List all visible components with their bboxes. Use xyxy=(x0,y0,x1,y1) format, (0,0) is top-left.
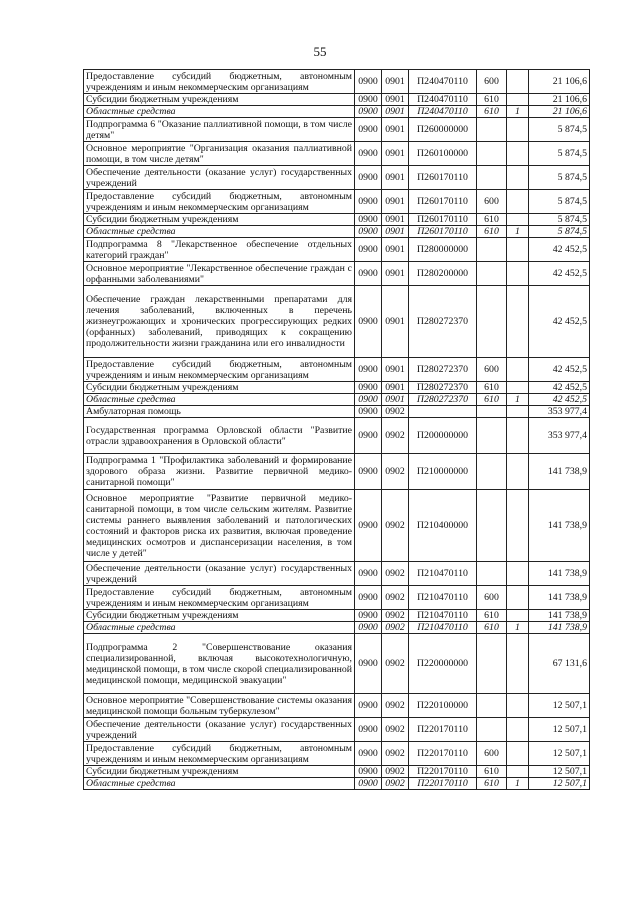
table-row xyxy=(84,406,590,418)
funding-source-code xyxy=(507,406,529,418)
table-row xyxy=(84,742,590,766)
target-article-code: П260000000 xyxy=(409,118,477,142)
expense-type-code: 610 xyxy=(477,622,507,634)
ministry-code: 0900 xyxy=(355,286,382,358)
section-code: 0902 xyxy=(382,718,409,742)
section-code: 0902 xyxy=(382,622,409,634)
expense-type-code xyxy=(477,634,507,694)
amount: 21 106,6 xyxy=(529,106,590,118)
section-code: 0901 xyxy=(382,358,409,382)
page-number: 55 xyxy=(313,44,327,59)
funding-source-code: 1 xyxy=(507,394,529,406)
expense-type-code: 600 xyxy=(477,586,507,610)
ministry-code: 0900 xyxy=(355,718,382,742)
amount: 353 977,4 xyxy=(529,418,590,454)
amount: 141 738,9 xyxy=(529,454,590,490)
amount: 5 874,5 xyxy=(529,166,590,190)
row-name: Подпрограмма 1 "Профилактика заболеваний и формирование здорового образа жизни. Развитие первичной медико-санитарной помощи" xyxy=(84,454,355,490)
expense-type-code xyxy=(477,718,507,742)
amount: 42 452,5 xyxy=(529,286,590,358)
expense-type-code: 610 xyxy=(477,94,507,106)
ministry-code: 0900 xyxy=(355,382,382,394)
section-code: 0902 xyxy=(382,418,409,454)
expense-type-code: 610 xyxy=(477,106,507,118)
ministry-code: 0900 xyxy=(355,586,382,610)
section-code: 0902 xyxy=(382,562,409,586)
ministry-code: 0900 xyxy=(355,118,382,142)
target-article-code: П210470110 xyxy=(409,622,477,634)
row-name: Субсидии бюджетным учреждениям xyxy=(84,214,355,226)
ministry-code: 0900 xyxy=(355,562,382,586)
table-row xyxy=(84,286,590,358)
target-article-code: П260170110 xyxy=(409,226,477,238)
expense-type-code xyxy=(477,418,507,454)
ministry-code: 0900 xyxy=(355,454,382,490)
section-code: 0902 xyxy=(382,766,409,778)
section-code: 0902 xyxy=(382,406,409,418)
table-row xyxy=(84,766,590,778)
row-name: Областные средства xyxy=(84,106,355,118)
row-name: Предоставление субсидий бюджетным, автономным учреждениям и иным некоммерческим организациям xyxy=(84,742,355,766)
funding-source-code xyxy=(507,562,529,586)
table-row xyxy=(84,394,590,406)
row-name: Подпрограмма 6 "Оказание паллиативной помощи, в том числе детям" xyxy=(84,118,355,142)
amount: 21 106,6 xyxy=(529,94,590,106)
section-code: 0901 xyxy=(382,142,409,166)
amount: 12 507,1 xyxy=(529,766,590,778)
ministry-code: 0900 xyxy=(355,418,382,454)
row-name: Обеспечение деятельности (оказание услуг) государственных учреждений xyxy=(84,718,355,742)
ministry-code: 0900 xyxy=(355,634,382,694)
row-name: Основное мероприятие "Организация оказания паллиативной помощи, в том числе детям" xyxy=(84,142,355,166)
ministry-code: 0900 xyxy=(355,106,382,118)
funding-source-code xyxy=(507,742,529,766)
funding-source-code xyxy=(507,490,529,562)
funding-source-code: 1 xyxy=(507,106,529,118)
funding-source-code xyxy=(507,382,529,394)
table-row xyxy=(84,166,590,190)
amount: 67 131,6 xyxy=(529,634,590,694)
funding-source-code: 1 xyxy=(507,226,529,238)
section-code: 0901 xyxy=(382,94,409,106)
row-name: Предоставление субсидий бюджетным, автономным учреждениям и иным некоммерческим организациям xyxy=(84,586,355,610)
funding-source-code xyxy=(507,718,529,742)
section-code: 0902 xyxy=(382,610,409,622)
target-article-code: П210470110 xyxy=(409,610,477,622)
target-article-code: П240470110 xyxy=(409,94,477,106)
section-code: 0902 xyxy=(382,490,409,562)
row-name: Основное мероприятие "Лекарственное обеспечение граждан с орфанными заболеваниями" xyxy=(84,262,355,286)
row-name: Обеспечение деятельности (оказание услуг) государственных учреждений xyxy=(84,562,355,586)
funding-source-code xyxy=(507,118,529,142)
section-code: 0901 xyxy=(382,166,409,190)
ministry-code: 0900 xyxy=(355,394,382,406)
amount: 42 452,5 xyxy=(529,358,590,382)
table-row xyxy=(84,586,590,610)
row-name: Амбулаторная помощь xyxy=(84,406,355,418)
expense-type-code: 610 xyxy=(477,226,507,238)
row-name: Предоставление субсидий бюджетным, автономным учреждениям и иным некоммерческим организациям xyxy=(84,70,355,94)
ministry-code: 0900 xyxy=(355,490,382,562)
target-article-code: П210470110 xyxy=(409,562,477,586)
ministry-code: 0900 xyxy=(355,142,382,166)
section-code: 0901 xyxy=(382,190,409,214)
expense-type-code xyxy=(477,238,507,262)
target-article-code: П210470110 xyxy=(409,586,477,610)
table-row xyxy=(84,634,590,694)
row-name: Обеспечение граждан лекарственными препаратами для лечения заболеваний, включенных в перечень жизнеугрожающих и хронических прогрессирующих редких (орфанных) заболеваний, приводящих к сокращению продолжительности жизни гражданина или его инвалидности xyxy=(84,286,355,358)
amount: 141 738,9 xyxy=(529,610,590,622)
expense-type-code xyxy=(477,490,507,562)
table-row xyxy=(84,778,590,790)
target-article-code: П210400000 xyxy=(409,490,477,562)
funding-source-code xyxy=(507,238,529,262)
table-row xyxy=(84,610,590,622)
ministry-code: 0900 xyxy=(355,214,382,226)
row-name: Государственная программа Орловской области "Развитие отрасли здравоохранения в Орловской области" xyxy=(84,418,355,454)
target-article-code: П280272370 xyxy=(409,382,477,394)
expense-type-code: 600 xyxy=(477,742,507,766)
target-article-code: П280000000 xyxy=(409,238,477,262)
funding-source-code xyxy=(507,70,529,94)
section-code: 0901 xyxy=(382,226,409,238)
target-article-code: П280200000 xyxy=(409,262,477,286)
amount: 141 738,9 xyxy=(529,586,590,610)
funding-source-code xyxy=(507,214,529,226)
expense-type-code xyxy=(477,262,507,286)
table-row xyxy=(84,118,590,142)
funding-source-code xyxy=(507,286,529,358)
funding-source-code xyxy=(507,262,529,286)
target-article-code: П200000000 xyxy=(409,418,477,454)
section-code: 0901 xyxy=(382,382,409,394)
amount: 5 874,5 xyxy=(529,226,590,238)
ministry-code: 0900 xyxy=(355,238,382,262)
funding-source-code xyxy=(507,142,529,166)
section-code: 0901 xyxy=(382,70,409,94)
ministry-code: 0900 xyxy=(355,262,382,286)
expense-type-code: 610 xyxy=(477,382,507,394)
section-code: 0901 xyxy=(382,394,409,406)
amount: 42 452,5 xyxy=(529,262,590,286)
row-name: Субсидии бюджетным учреждениям xyxy=(84,382,355,394)
funding-source-code: 1 xyxy=(507,778,529,790)
table-row xyxy=(84,562,590,586)
table-row xyxy=(84,106,590,118)
table-row xyxy=(84,190,590,214)
amount: 42 452,5 xyxy=(529,394,590,406)
row-name: Подпрограмма 8 "Лекарственное обеспечение отдельных категорий граждан" xyxy=(84,238,355,262)
expense-type-code: 610 xyxy=(477,394,507,406)
funding-source-code xyxy=(507,418,529,454)
table-row xyxy=(84,94,590,106)
row-name: Субсидии бюджетным учреждениям xyxy=(84,94,355,106)
section-code: 0902 xyxy=(382,694,409,718)
row-name: Основное мероприятие "Развитие первичной медико-санитарной помощи, в том числе сельским жителям. Развитие системы раннего выявления заболеваний и патологических состояний и факторов риска их развития, включая проведение медицинских осмотров и диспансеризации населения, в том числе у детей" xyxy=(84,490,355,562)
row-name: Областные средства xyxy=(84,226,355,238)
row-name: Субсидии бюджетным учреждениям xyxy=(84,610,355,622)
table-row xyxy=(84,226,590,238)
target-article-code: П220170110 xyxy=(409,778,477,790)
section-code: 0902 xyxy=(382,778,409,790)
section-code: 0902 xyxy=(382,586,409,610)
funding-source-code xyxy=(507,358,529,382)
table-row xyxy=(84,238,590,262)
expense-type-code xyxy=(477,454,507,490)
row-name: Обеспечение деятельности (оказание услуг) государственных учреждений xyxy=(84,166,355,190)
row-name: Областные средства xyxy=(84,778,355,790)
amount: 12 507,1 xyxy=(529,694,590,718)
target-article-code: П260170110 xyxy=(409,214,477,226)
amount: 141 738,9 xyxy=(529,622,590,634)
ministry-code: 0900 xyxy=(355,94,382,106)
amount: 42 452,5 xyxy=(529,382,590,394)
funding-source-code: 1 xyxy=(507,622,529,634)
section-code: 0901 xyxy=(382,262,409,286)
expense-type-code: 610 xyxy=(477,214,507,226)
section-code: 0901 xyxy=(382,106,409,118)
target-article-code: П220170110 xyxy=(409,766,477,778)
budget-table xyxy=(83,69,590,790)
target-article-code: П280272370 xyxy=(409,286,477,358)
target-article-code: П280272370 xyxy=(409,394,477,406)
ministry-code: 0900 xyxy=(355,778,382,790)
funding-source-code xyxy=(507,634,529,694)
row-name: Предоставление субсидий бюджетным, автономным учреждениям и иным некоммерческим организациям xyxy=(84,358,355,382)
table-row xyxy=(84,418,590,454)
row-name: Областные средства xyxy=(84,394,355,406)
budget-rows xyxy=(84,70,590,790)
funding-source-code xyxy=(507,190,529,214)
expense-type-code xyxy=(477,406,507,418)
expense-type-code xyxy=(477,286,507,358)
target-article-code: П240470110 xyxy=(409,70,477,94)
expense-type-code: 610 xyxy=(477,766,507,778)
target-article-code: П260170110 xyxy=(409,190,477,214)
expense-type-code xyxy=(477,562,507,586)
funding-source-code xyxy=(507,454,529,490)
ministry-code: 0900 xyxy=(355,622,382,634)
funding-source-code xyxy=(507,766,529,778)
target-article-code xyxy=(409,406,477,418)
ministry-code: 0900 xyxy=(355,226,382,238)
table-row xyxy=(84,694,590,718)
expense-type-code xyxy=(477,142,507,166)
ministry-code: 0900 xyxy=(355,166,382,190)
target-article-code: П210000000 xyxy=(409,454,477,490)
funding-source-code xyxy=(507,94,529,106)
table-row xyxy=(84,70,590,94)
amount: 12 507,1 xyxy=(529,718,590,742)
table-row xyxy=(84,142,590,166)
target-article-code: П240470110 xyxy=(409,106,477,118)
expense-type-code: 610 xyxy=(477,610,507,622)
ministry-code: 0900 xyxy=(355,406,382,418)
ministry-code: 0900 xyxy=(355,190,382,214)
expense-type-code: 600 xyxy=(477,190,507,214)
amount: 141 738,9 xyxy=(529,490,590,562)
amount: 353 977,4 xyxy=(529,406,590,418)
expense-type-code xyxy=(477,118,507,142)
row-name: Предоставление субсидий бюджетным, автономным учреждениям и иным некоммерческим организациям xyxy=(84,190,355,214)
target-article-code: П220170110 xyxy=(409,718,477,742)
funding-source-code xyxy=(507,610,529,622)
expense-type-code: 600 xyxy=(477,358,507,382)
ministry-code: 0900 xyxy=(355,358,382,382)
table-row xyxy=(84,382,590,394)
target-article-code: П220100000 xyxy=(409,694,477,718)
section-code: 0901 xyxy=(382,118,409,142)
ministry-code: 0900 xyxy=(355,766,382,778)
row-name: Подпрограмма 2 "Совершенствование оказания специализированной, включая высокотехнологичную, медицинской помощи, в том числе скорой специализированной медицинской помощи, медицинской эвакуации" xyxy=(84,634,355,694)
expense-type-code xyxy=(477,166,507,190)
amount: 5 874,5 xyxy=(529,190,590,214)
amount: 12 507,1 xyxy=(529,742,590,766)
amount: 141 738,9 xyxy=(529,562,590,586)
ministry-code: 0900 xyxy=(355,742,382,766)
ministry-code: 0900 xyxy=(355,610,382,622)
table-row xyxy=(84,622,590,634)
row-name: Субсидии бюджетным учреждениям xyxy=(84,766,355,778)
amount: 5 874,5 xyxy=(529,214,590,226)
target-article-code: П260100000 xyxy=(409,142,477,166)
funding-source-code xyxy=(507,694,529,718)
expense-type-code: 610 xyxy=(477,778,507,790)
target-article-code: П220170110 xyxy=(409,742,477,766)
expense-type-code xyxy=(477,694,507,718)
table-row xyxy=(84,358,590,382)
amount: 5 874,5 xyxy=(529,118,590,142)
amount: 42 452,5 xyxy=(529,238,590,262)
section-code: 0902 xyxy=(382,454,409,490)
table-row xyxy=(84,718,590,742)
expense-type-code: 600 xyxy=(477,70,507,94)
table-row xyxy=(84,454,590,490)
amount: 21 106,6 xyxy=(529,70,590,94)
row-name: Областные средства xyxy=(84,622,355,634)
target-article-code: П280272370 xyxy=(409,358,477,382)
table-row xyxy=(84,214,590,226)
section-code: 0901 xyxy=(382,286,409,358)
amount: 12 507,1 xyxy=(529,778,590,790)
section-code: 0901 xyxy=(382,238,409,262)
section-code: 0901 xyxy=(382,214,409,226)
target-article-code: П220000000 xyxy=(409,634,477,694)
funding-source-code xyxy=(507,166,529,190)
ministry-code: 0900 xyxy=(355,70,382,94)
section-code: 0902 xyxy=(382,634,409,694)
target-article-code: П260170110 xyxy=(409,166,477,190)
table-row xyxy=(84,262,590,286)
row-name: Основное мероприятие "Совершенствование системы оказания медицинской помощи больным туберкулезом" xyxy=(84,694,355,718)
funding-source-code xyxy=(507,586,529,610)
section-code: 0902 xyxy=(382,742,409,766)
table-row xyxy=(84,490,590,562)
ministry-code: 0900 xyxy=(355,694,382,718)
amount: 5 874,5 xyxy=(529,142,590,166)
